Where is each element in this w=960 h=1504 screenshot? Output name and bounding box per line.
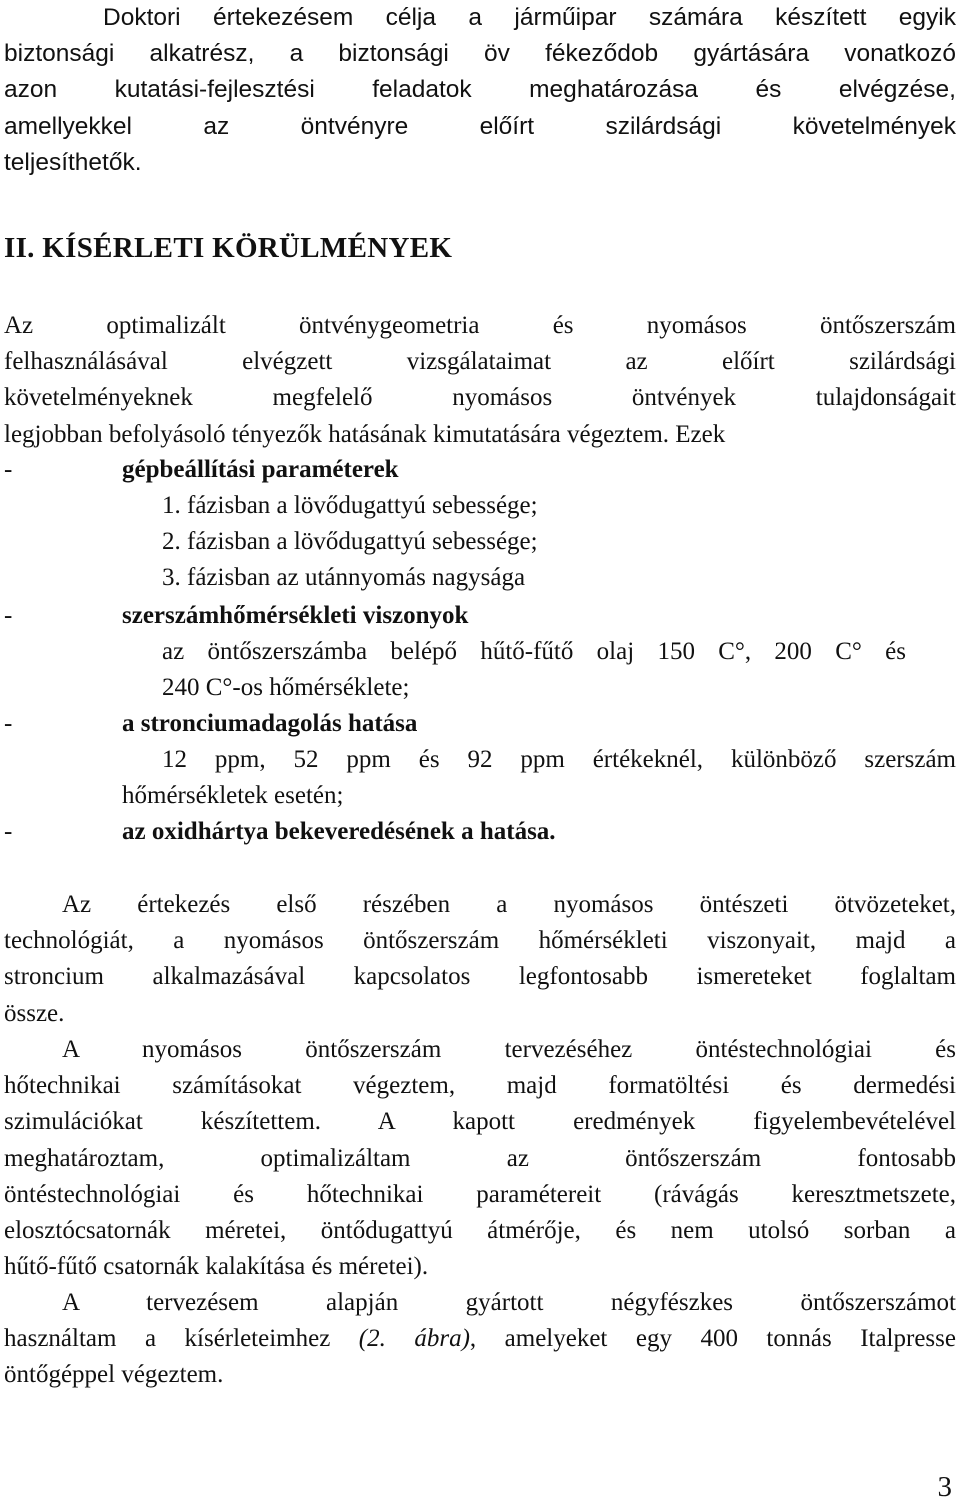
list-sub-item: 12 ppm, 52 ppm és 92 ppm értékeknél, különböző szerszám	[162, 746, 956, 773]
list-sub-item: 1. fázisban a lövődugattyú sebessége;	[162, 492, 538, 519]
list-dash: -	[4, 710, 13, 737]
intro-line: biztonsági alkatrész, a biztonsági öv fékeződob gyártására vonatkozó	[4, 40, 956, 68]
paragraph-line-last: öntőgéppel végeztem.	[4, 1361, 224, 1389]
text-run: használtam a kísérleteimhez	[4, 1325, 359, 1353]
list-sub-item: 240 C°-os hőmérséklete;	[162, 674, 410, 701]
paragraph-line-last: össze.	[4, 999, 65, 1027]
paragraph-line: A nyomásos öntőszerszám tervezéséhez öntéstechnológiai és	[62, 1036, 956, 1063]
paragraph-line: Az értekezés első részében a nyomásos öntészeti ötvözeteket,	[62, 891, 956, 918]
paragraph-die-design	[4, 1032, 956, 1285]
intro-paragraph	[4, 0, 956, 181]
list-dash: -	[4, 602, 13, 629]
list-item-title: gépbeállítási paraméterek	[122, 456, 399, 483]
list-item-title: az oxidhártya bekeveredésének a hatása.	[122, 818, 556, 845]
paragraph-line: meghatároztam, optimalizáltam az öntőszerszám fontosabb	[4, 1144, 956, 1172]
paragraph-line-last: hűtő-fűtő csatornák kalakítása és méretei).	[4, 1253, 429, 1281]
intro-line-last: teljesíthetők.	[4, 148, 142, 176]
paragraph-dissertation-first-part	[4, 887, 956, 1032]
figure-reference: (2. ábra)	[358, 1325, 470, 1353]
paragraph-line	[4, 1321, 956, 1357]
intro-line: azon kutatási-fejlesztési feladatok meghatározása és elvégzése,	[4, 76, 956, 104]
list-sub-item: 2. fázisban a lövődugattyú sebessége;	[162, 528, 538, 555]
list-dash: -	[4, 818, 13, 845]
paragraph-line: technológiát, a nyomásos öntőszerszám hőmérsékleti viszonyait, majd a	[4, 927, 956, 955]
paragraph-line: felhasználásával elvégzett vizsgálataimat az előírt szilárdsági	[4, 348, 956, 376]
list-item-title: szerszámhőmérsékleti viszonyok	[122, 602, 469, 629]
paragraph-line: stroncium alkalmazásával kapcsolatos legfontosabb ismereteket foglaltam	[4, 963, 956, 991]
list-item-title: a stronciumadagolás hatása	[122, 710, 418, 737]
paragraph-line: öntéstechnológiai és hőtechnikai paramétereit (rávágás keresztmetszete,	[4, 1180, 956, 1208]
paragraph-line: Az optimalizált öntvénygeometria és nyomásos öntőszerszám	[4, 312, 956, 339]
paragraph-line: szimulációkat készítettem. A kapott eredmények figyelembevételével	[4, 1108, 956, 1136]
paragraph-line: követelményeknek megfelelő nyomásos öntvények tulajdonságait	[4, 384, 956, 412]
paragraph-line: elosztócsatornák méretei, öntődugattyú átmérője, és nem utolsó sorban a	[4, 1217, 956, 1245]
text-run: , amelyeket egy 400 tonnás Italpresse	[469, 1325, 956, 1353]
intro-line: amellyekkel az öntvényre előírt szilárdsági követelmények	[4, 112, 956, 140]
list-sub-item: hőmérsékletek esetén;	[122, 782, 344, 809]
list-dash: -	[4, 456, 13, 483]
paragraph-line: A tervezésem alapján gyártott négyfészkes öntőszerszámot	[62, 1289, 956, 1316]
list-sub-item: 3. fázisban az utánnyomás nagysága	[162, 564, 526, 591]
intro-line: Doktori értekezésem célja a járműipar számára készített egyik	[103, 4, 956, 31]
paragraph-experiments	[4, 1285, 956, 1394]
section-heading: II. KÍSÉRLETI KÖRÜLMÉNYEK	[4, 232, 453, 264]
page-number: 3	[937, 1471, 952, 1503]
paragraph-line: hőtechnikai számításokat végeztem, majd formatöltési és dermedési	[4, 1072, 956, 1100]
paragraph-line-last: legjobban befolyásoló tényezők hatásának kimutatására végeztem. Ezek	[4, 420, 726, 448]
list-sub-item: az öntőszerszámba belépő hűtő-fűtő olaj 150 C°, 200 C° és	[162, 638, 906, 665]
paragraph-experimental-conditions	[4, 308, 956, 453]
